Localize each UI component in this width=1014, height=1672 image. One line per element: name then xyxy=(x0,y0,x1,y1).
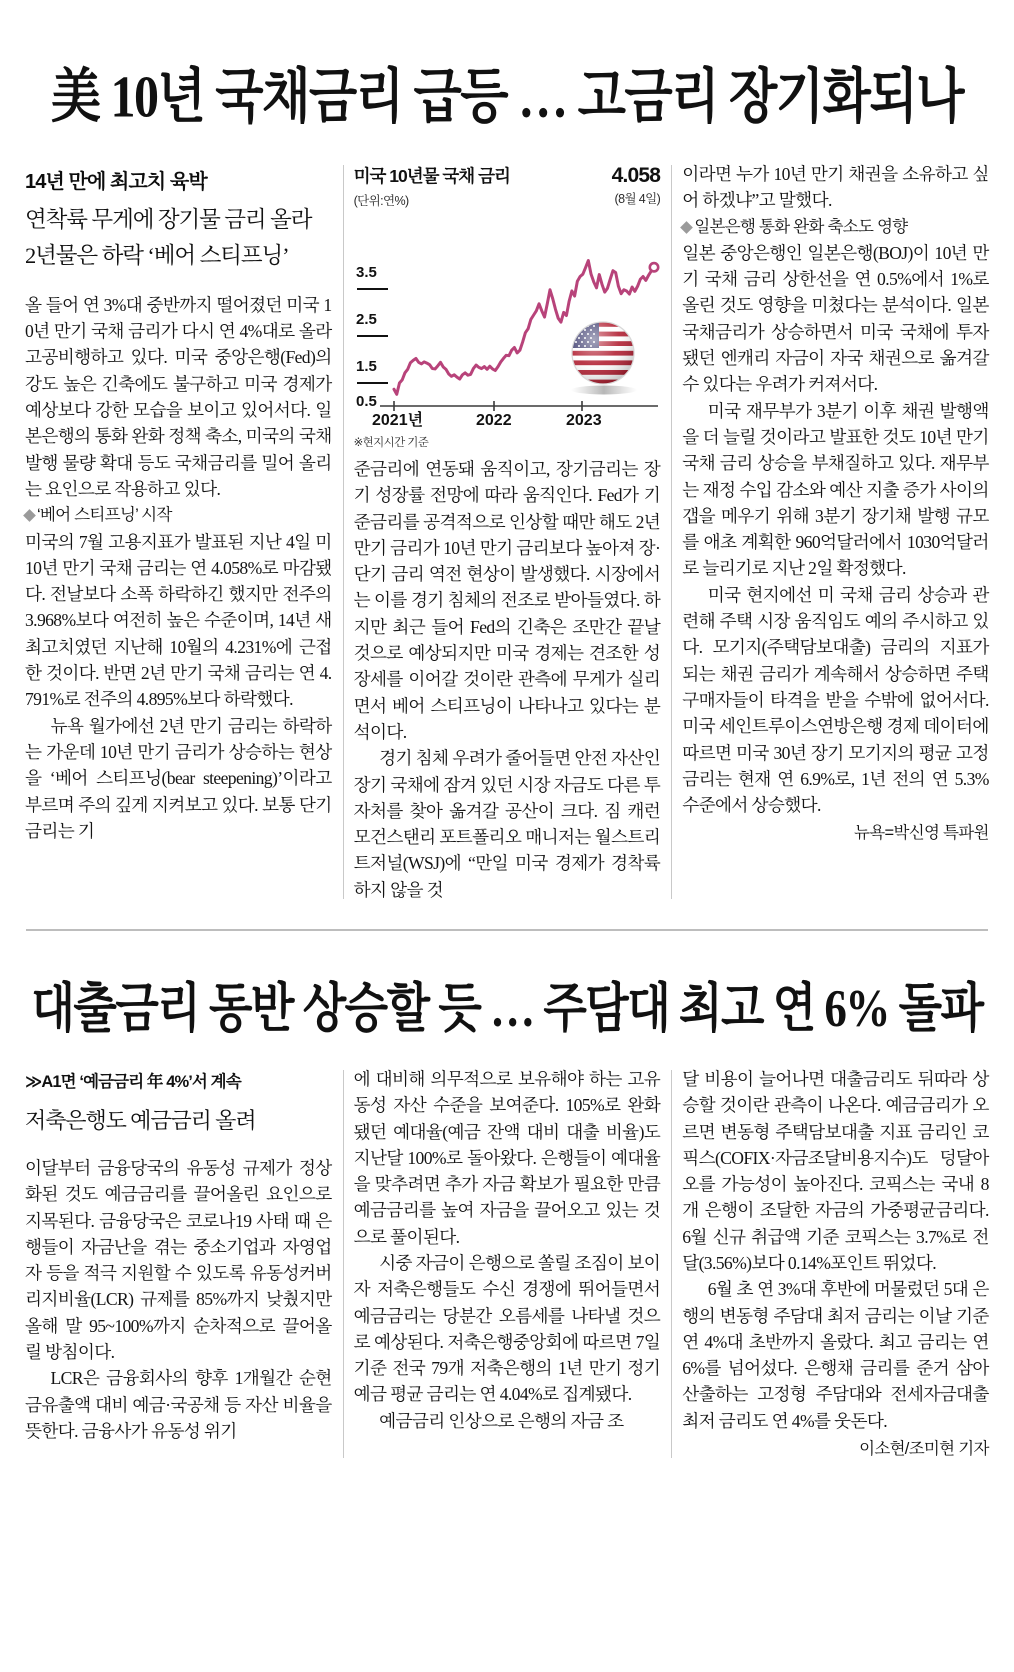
article-1-body xyxy=(0,161,1014,903)
chart-xtick-2021: 2021년 xyxy=(371,412,423,428)
paragraph: 달 비용이 늘어나면 대출금리도 뒤따라 상승할 것이란 관측이 나온다. 예금금리가 오르면 변동형 주택담보대출 지표 금리인 코픽스(COFIX·자금조달비용지수)도 덩달아 오를 가능성이 높아진다. 코픽스는 국내 8개 은행이 조달한 자금의 가중평균금리다. 6월 신규 취급액 기준 코픽스는 3.7%로 전달(3.56%)보다 0.14%포인트 뛰었다. xyxy=(682,1068,989,1273)
article-1-subsection-heading-1 xyxy=(25,502,332,528)
paragraph: 경기 침체 우려가 줄어들면 안전 자산인 장기 국채에 잠겨 있던 시장 자금도 다른 투자처를 찾아 옮겨갈 공산이 크다. 짐 캐런 모건스탠리 포트폴리오 매니저는 월스트리트저널(WSJ)에 “만일 미국 경제가 경착륙하지 않을 것 xyxy=(353,748,661,900)
article-1-headline: 美 10년 국채금리 급등 … 고금리 장기화되나 xyxy=(51,63,963,130)
article-1-columns xyxy=(14,161,1000,903)
article-1-subhead-line-2: 2년물은 하락 ‘베어 스티프닝’ xyxy=(25,242,289,268)
article-2-headline: 대출금리 동반 상승할 듯 … 주담대 최고 연 6% 돌파 xyxy=(31,978,983,1038)
paragraph: 6월 초 연 3%대 후반에 머물렀던 5대 은행의 변동형 주담대 최저 금리는 이날 기준 연 4%대 초반까지 올랐다. 최고 금리는 연 6%를 넘어섰다. 은행채 금리를 준거 삼아 산출하는 고정형 주담대와 전세자금대출 최저 금리도 연 4%를 웃돈다. xyxy=(682,1279,989,1431)
paragraph: LCR은 금융회사의 향후 1개월간 순현금유출액 대비 예금·국공채 등 자산 비율을 뜻한다. 금융사가 유동성 위기 xyxy=(25,1368,332,1441)
article-2-subhead: 저축은행도 예금금리 올려 xyxy=(25,1107,256,1133)
article-1 xyxy=(0,34,1014,904)
paragraph: 에 대비해 의무적으로 보유해야 하는 고유동성 자산 수준을 보여준다. 105%로 완화됐던 예대율(예금 잔액 대비 대출 비율)도 지난달 100%로 돌아왔다. 은행들이 예대율을 맞추려면 추가 자금 확보가 필요한 만큼 예금금리를 높여 자금을 끌어오고 있는 것으로 풀이된다. xyxy=(353,1068,661,1247)
paragraph: 미국 현지에선 미 국채 금리 상승과 관련해 주택 시장 움직임도 예의 주시하고 있다. 모기지(주택담보대출) 금리의 지표가 되는 채권 금리가 계속해서 상승하면 주택 구매자들이 타격을 받을 수밖에 없어서다. 미국 세인트루이스연방은행 경제 데이터에 따르면 미국 30년 장기 모기지의 평균 고정금리는 현재 연 6.9%로, 1년 전의 연 5.3% 수준에서 상승했다. xyxy=(682,584,989,816)
chart-ytick-2.5: 2.5 xyxy=(355,311,377,328)
article-2-columns xyxy=(14,1066,1000,1462)
article-2-byline: 이소현/조미현 기자 xyxy=(859,1440,989,1459)
article-1-column-middle xyxy=(343,161,672,903)
chart-footnote: ※현지시간 기준 xyxy=(353,437,429,449)
article-2-body xyxy=(0,1066,1014,1462)
article-2-continuation-reference: ≫A1면 ‘예금금리 年 4%’서 계속 xyxy=(25,1072,241,1091)
paragraph: 뉴욕 월가에선 2년 만기 금리는 하락하는 가운데 10년 만기 금리가 상승하는 현상을 ‘베어 스티프닝(bear steepening)’이라고 부르며 주의 깊게 지켜보고 있다. 보통 단기금리는 기 xyxy=(25,715,332,841)
chart-endpoint-marker xyxy=(649,263,657,271)
diamond-bullet-icon xyxy=(680,221,693,234)
chart-y-axis xyxy=(356,264,388,410)
article-1-left-text xyxy=(25,292,332,844)
article-2-column-middle xyxy=(343,1066,672,1462)
article-1-column-right xyxy=(671,161,1000,903)
chart-title: 미국 10년물 국채 금리 xyxy=(353,166,510,186)
chart-ytick-3.5: 3.5 xyxy=(355,264,377,281)
article-1-right-text xyxy=(682,161,989,847)
paragraph: 이달부터 금융당국의 유동성 규제가 정상화된 것도 예금금리를 끌어올린 요인으로 지목된다. 금융당국은 코로나19 사태 때 은행들이 자금난을 겪는 중소기업과 자영업자 등을 적극 지원할 수 있도록 유동성커버리지비율(LCR) 규제를 85%까지 낮췄지만 올해 말 95~100%까지 순차적으로 끌어올릴 방침이다. xyxy=(25,1157,332,1362)
chart-latest-date: (8월 4일) xyxy=(614,192,661,207)
article-2-right-text xyxy=(682,1066,989,1462)
paragraph: 예금금리 인상으로 은행의 자금 조 xyxy=(379,1410,624,1431)
chart-ytick-0.5: 0.5 xyxy=(355,393,377,410)
article-1-kicker: 14년 만에 최고치 육박 xyxy=(25,171,207,193)
paragraph: 준금리에 연동돼 움직이고, 장기금리는 장기 성장률 전망에 따라 움직인다. Fed가 기준금리를 공격적으로 인상할 때만 해도 2년 만기 금리가 10년 만기 금리보다 높아져 장·단기 금리 역전 현상이 발생했다. 시장에서는 이를 경기 침체의 전조로 받아들였다. 하지만 최근 들어 Fed의 긴축은 조만간 끝날 것으로 예상되지만 미국 경제는 견조한 성장세를 이어갈 것이란 관측에 무게가 실리면서 베어 스티프닝이 나타나고 있다는 분석이다. xyxy=(353,459,661,742)
paragraph: 일본 중앙은행인 일본은행(BOJ)이 10년 만기 국채 금리 상한선을 연 0.5%에서 1%로 올린 것도 영향을 미쳤다는 분석이다. 일본 국채금리가 상승하면서 미국 국채에 투자됐던 엔캐리 자금이 자국 채권으로 옮겨갈 수 있다는 우려가 커져서다. xyxy=(682,242,989,395)
article-1-subhead-line-1: 연착륙 무게에 장기물 금리 올라 xyxy=(25,207,312,232)
article-2-column-right xyxy=(671,1066,1000,1462)
chart-svg xyxy=(354,213,660,428)
chart-xtick-2023: 2023 xyxy=(565,412,602,428)
article-1-middle-text xyxy=(354,456,661,903)
chart-unit-label: (단위:연%) xyxy=(353,194,409,208)
chart-latest-value-group xyxy=(612,165,661,207)
article-divider xyxy=(26,929,988,931)
paragraph: 올 들어 연 3%대 중반까지 떨어졌던 미국 10년 만기 국채 금리가 다시 연 4%대로 올라 고공비행하고 있다. 미국 중앙은행(Fed)의 강도 높은 긴축에도 불구하고 미국 경제가 예상보다 강한 모습을 보이고 있어서다. 일본은행의 통화 완화 정책 축소, 미국의 국채 발행 물량 확대 등도 국채금리를 밀어 올리는 요인으로 작용하고 있다. xyxy=(25,294,332,499)
article-1-column-left xyxy=(14,161,343,903)
subsection-label: ‘베어 스티프닝’ 시작 xyxy=(37,505,172,525)
article-1-byline: 뉴욕=박신영 특파원 xyxy=(854,824,989,843)
article-2-column-left xyxy=(14,1066,343,1462)
article-2 xyxy=(0,961,1014,1462)
paragraph: 이라면 누가 10년 만기 채권을 소유하고 싶어 하겠냐”고 말했다. xyxy=(682,164,989,211)
chart-xtick-2022: 2022 xyxy=(475,412,512,428)
us-flag-icon xyxy=(571,322,637,395)
paragraph: 미국의 7월 고용지표가 발표된 지난 4일 미 10년 만기 국채 금리는 연 4.058%로 마감됐다. 전날보다 소폭 하락하긴 했지만 전주의 3.968%보다 여전히 높은 수준이며, 14년 새 최고치였던 지난해 10월의 4.231%에 근접한 것이다. 반면 2년 만기 국채 금리는 연 4.791%로 전주의 4.895%보다 하락했다. xyxy=(25,531,332,710)
article-1-subsection-heading-2 xyxy=(682,214,989,240)
article-2-middle-text xyxy=(354,1066,661,1434)
bond-yield-chart xyxy=(354,163,661,450)
diamond-bullet-icon xyxy=(23,509,36,522)
chart-plot-area xyxy=(354,213,661,433)
subsection-label: 일본은행 통화 완화 축소도 영향 xyxy=(694,216,908,236)
paragraph: 미국 재무부가 3분기 이후 채권 발행액을 더 늘릴 것이라고 발표한 것도 10년 만기 국채 금리 상승을 부채질하고 있다. 재무부는 재정 수입 감소와 예산 지출 증가 사이의 갭을 메우기 위해 3분기 장기채 발행 규모를 애초 계획한 960억달러에서 1030억달러로 늘리기로 지난 2일 확정했다. xyxy=(682,400,989,579)
chart-ytick-1.5: 1.5 xyxy=(355,358,377,375)
article-2-left-text xyxy=(25,1155,332,1444)
chart-latest-value: 4.058 xyxy=(611,164,661,187)
paragraph: 시중 자금이 은행으로 쏠릴 조짐이 보이자 저축은행들도 수신 경쟁에 뛰어들면서 예금금리는 당분간 오름세를 나타낼 것으로 예상된다. 저축은행중앙회에 따르면 7일 기준 전국 79개 저축은행의 1년 만기 정기예금 평균 금리는 연 4.04%로 집계됐다. xyxy=(353,1253,661,1405)
